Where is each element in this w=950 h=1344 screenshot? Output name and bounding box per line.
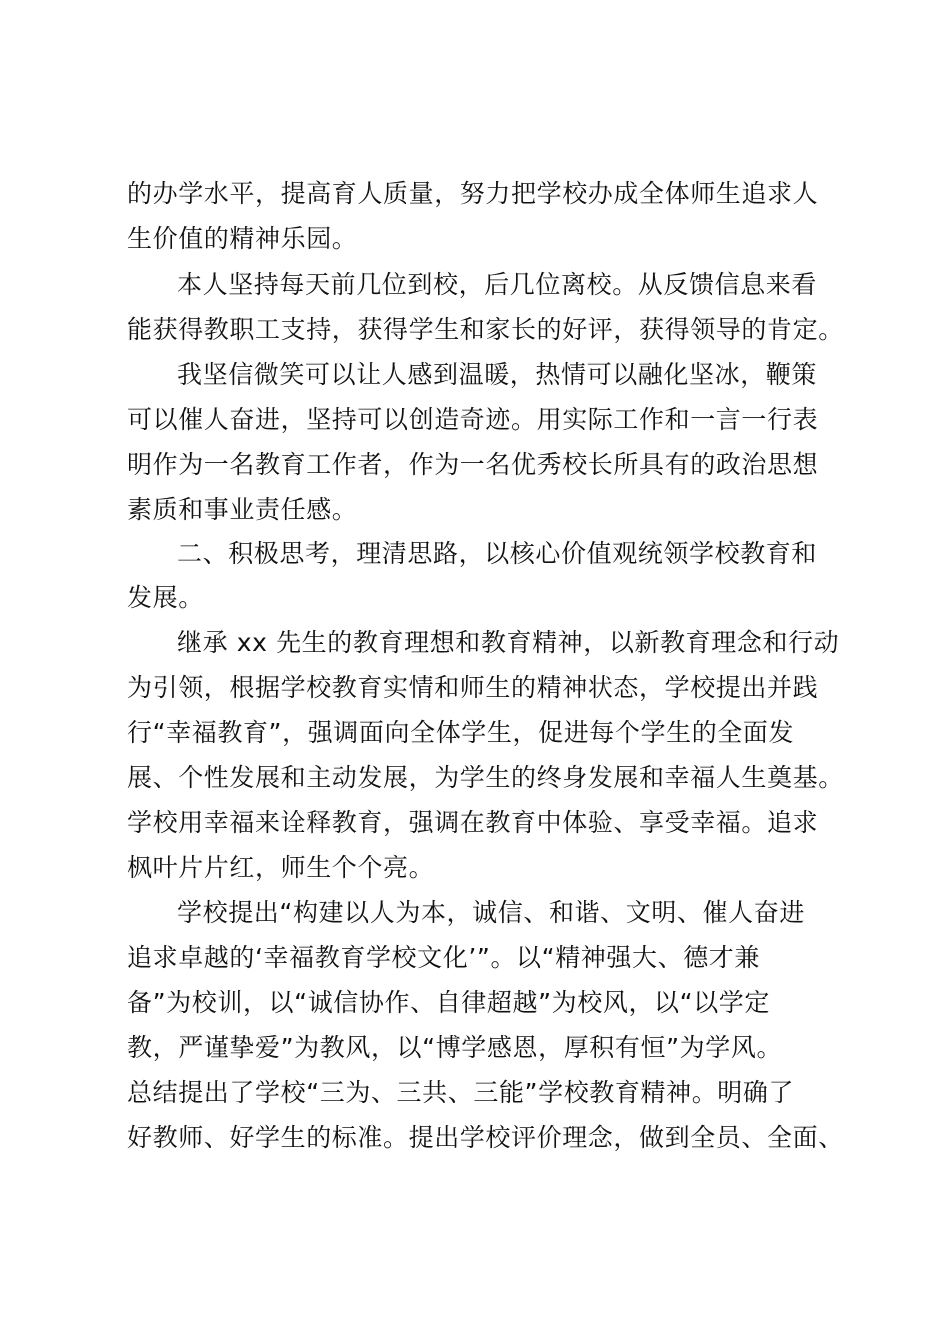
text-line: 枫叶片片红，师生个个亮。 [127, 853, 435, 882]
text-line: 素质和事业责任感。 [127, 495, 358, 524]
text-line: 生价值的精神乐园。 [127, 224, 358, 253]
text-line: 明作为一名教育工作者，作为一名优秀校长所具有的政治思想 [127, 450, 819, 479]
text-line: 展、个性发展和主动发展，为学生的终身发展和幸福人生奠基。 [127, 763, 844, 792]
section-heading: 二、积极思考，理清思路，以核心价值观统领学校教育和 [177, 539, 818, 568]
paragraph-start: 本人坚持每天前几位到校，后几位离校。从反馈信息来看 [177, 270, 818, 299]
text-line: 能获得教职工支持，获得学生和家长的好评，获得领导的肯定。 [127, 315, 844, 344]
text-line: 追求卓越的‘幸福教育学校文化’”。以“精神强大、德才兼 [127, 943, 760, 972]
text-line: 为引领，根据学校教育实情和师生的精神状态，学校提出并践 [127, 673, 819, 702]
text-line: 好教师、好学生的标准。提出学校评价理念，做到全员、全面、 [127, 1123, 844, 1152]
paragraph-start: 我坚信微笑可以让人感到温暖，热情可以融化坚冰，鞭策 [177, 360, 818, 389]
text-line: 教，严谨挚爱”为教风，以“博学感恩，厚积有恒”为学风。 [127, 1033, 783, 1062]
text-line: 行“幸福教育”，强调面向全体学生，促进每个学生的全面发 [127, 718, 795, 747]
paragraph-start: 继承 xx 先生的教育理想和教育精神，以新教育理念和行动 [177, 628, 840, 657]
text-line: 的办学水平，提高育人质量，努力把学校办成全体师生追求人 [127, 179, 819, 208]
paragraph-start: 学校提出“构建以人为本，诚信、和谐、文明、催人奋进 [177, 898, 805, 927]
text-line: 总结提出了学校“三为、三共、三能”学校教育精神。明确了 [127, 1078, 795, 1107]
section-heading-continued: 发展。 [127, 583, 204, 612]
text-line: 学校用幸福来诠释教育，强调在教育中体验、享受幸福。追求 [127, 808, 819, 837]
text-line: 备”为校训，以“诚信协作、自律超越”为校风，以“以学定 [127, 988, 771, 1017]
text-line: 可以催人奋进，坚持可以创造奇迹。用实际工作和一言一行表 [127, 405, 819, 434]
